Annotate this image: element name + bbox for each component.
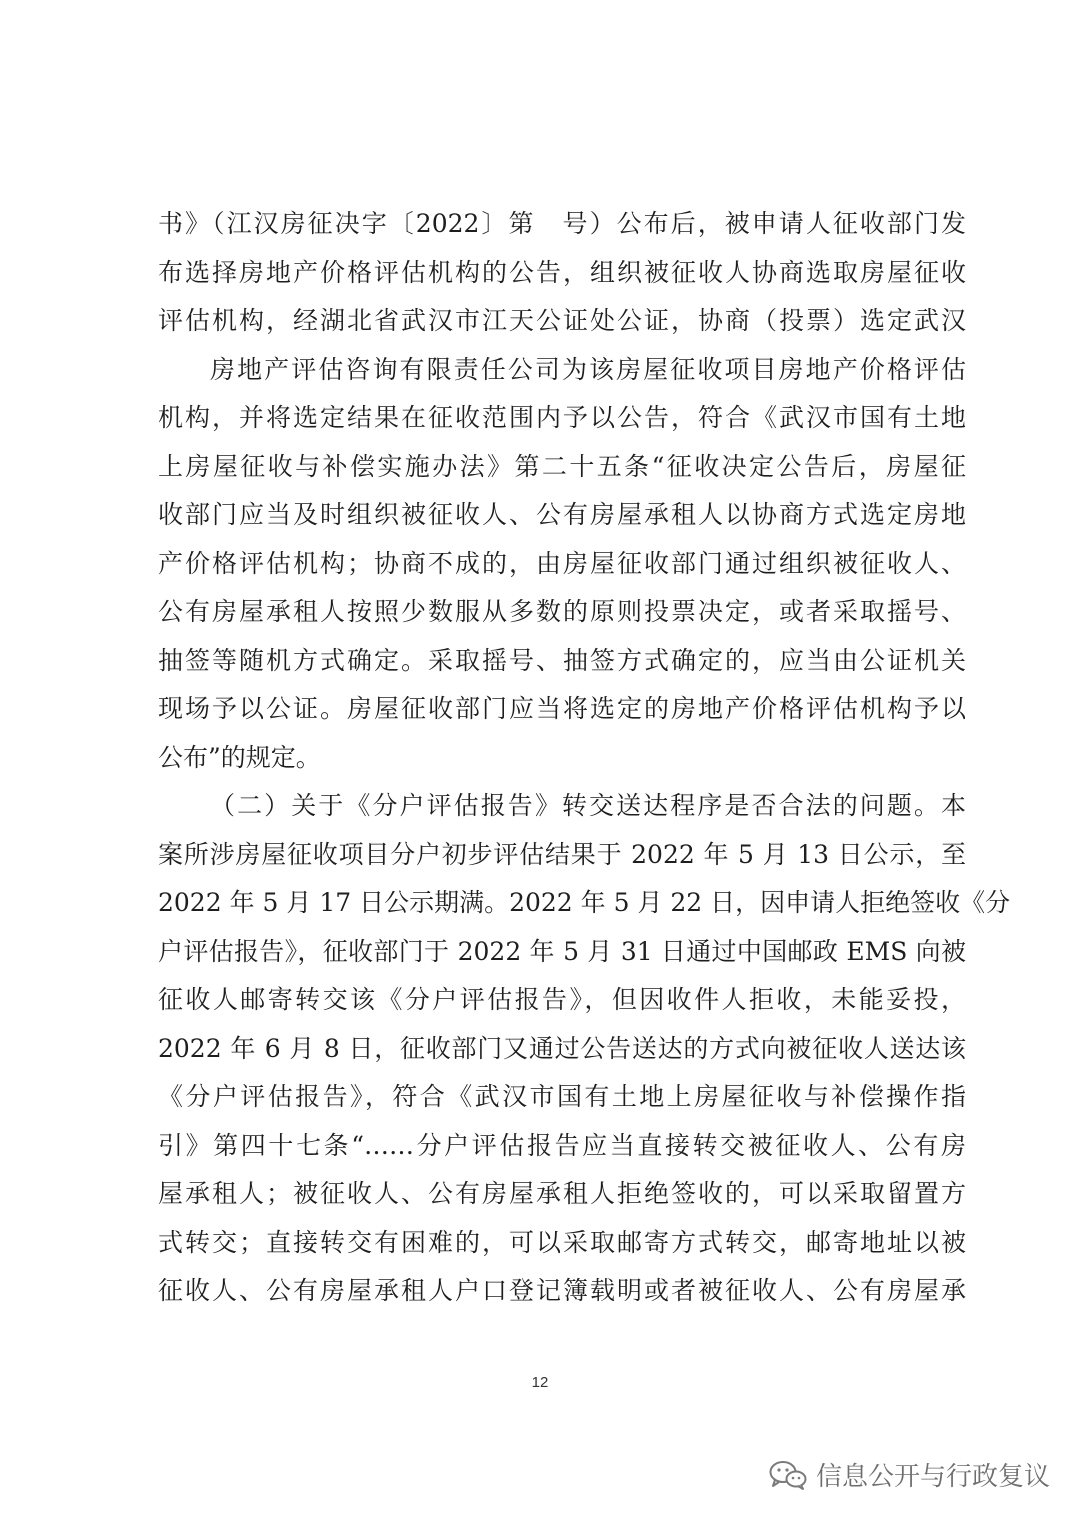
text-line: 2022 年 6 月 8 日，征收部门又通过公告送达的方式向被征收人送达该 (158, 1033, 966, 1063)
wechat-icon (768, 1459, 808, 1491)
text-line: （二）关于《分户评估报告》转交送达程序是否合法的问题。本 (210, 791, 966, 820)
text-line: 抽签等随机方式确定。采取摇号、抽签方式确定的，应当由公证机关 (158, 645, 966, 675)
text-line: 屋承租人；被征收人、公有房屋承租人拒绝签收的，可以采取留置方 (158, 1179, 966, 1208)
text-line: 机构，并将选定结果在征收范围内予以公告，符合《武汉市国有土地 (158, 403, 966, 432)
text-line: 公有房屋承租人按照少数服从多数的原则投票决定，或者采取摇号、 (158, 597, 966, 626)
account-watermark (768, 1456, 1050, 1493)
text-line: 现场予以公证。房屋征收部门应当将选定的房地产价格评估机构予以 (158, 694, 966, 723)
text-line: 房地产评估咨询有限责任公司为该房屋征收项目房地产价格评估 (210, 354, 966, 384)
text-line: 征收人、公有房屋承租人户口登记簿载明或者被征收人、公有房屋承 (158, 1276, 966, 1305)
text-line: 布选择房地产价格评估机构的公告，组织被征收人协商选取房屋征收 (158, 257, 966, 287)
text-line: 上房屋征收与补偿实施办法》第二十五条“征收决定公告后，房屋征 (158, 451, 966, 481)
text-line: 户评估报告》，征收部门于 2022 年 5 月 31 日通过中国邮政 EMS 向被 (158, 936, 966, 966)
text-line: 引》第四十七条“……分户评估报告应当直接转交被征收人、公有房 (158, 1130, 966, 1160)
text-line: 产价格评估机构；协商不成的，由房屋征收部门通过组织被征收人、 (158, 548, 966, 578)
text-line: 式转交；直接转交有困难的，可以采取邮寄方式转交，邮寄地址以被 (158, 1227, 966, 1257)
body-text (158, 200, 1011, 1316)
text-line: 评估机构，经湖北省武汉市江天公证处公证，协商（投票）选定武汉 (158, 306, 966, 335)
text-line: 案所涉房屋征收项目分户初步评估结果于 2022 年 5 月 13 日公示，至 (158, 839, 966, 869)
text-line: 公布”的规定。 (158, 742, 321, 772)
text-line: 征收人邮寄转交该《分户评估报告》，但因收件人拒收，未能妥投， (158, 985, 966, 1014)
text-line: 收部门应当及时组织被征收人、公有房屋承租人以协商方式选定房地 (158, 500, 966, 529)
text-line: 书》（江汉房征决字〔2022〕第 号）公布后，被申请人征收部门发 (158, 209, 966, 238)
page-number: 12 (531, 1374, 549, 1391)
watermark-text: 信息公开与行政复议 (815, 1462, 1050, 1492)
text-line: 2022 年 5 月 17 日公示期满。2022 年 5 月 22 日，因申请人拒绝签收《分 (158, 888, 1011, 917)
text-line: 《分户评估报告》，符合《武汉市国有土地上房屋征收与补偿操作指 (158, 1082, 966, 1111)
